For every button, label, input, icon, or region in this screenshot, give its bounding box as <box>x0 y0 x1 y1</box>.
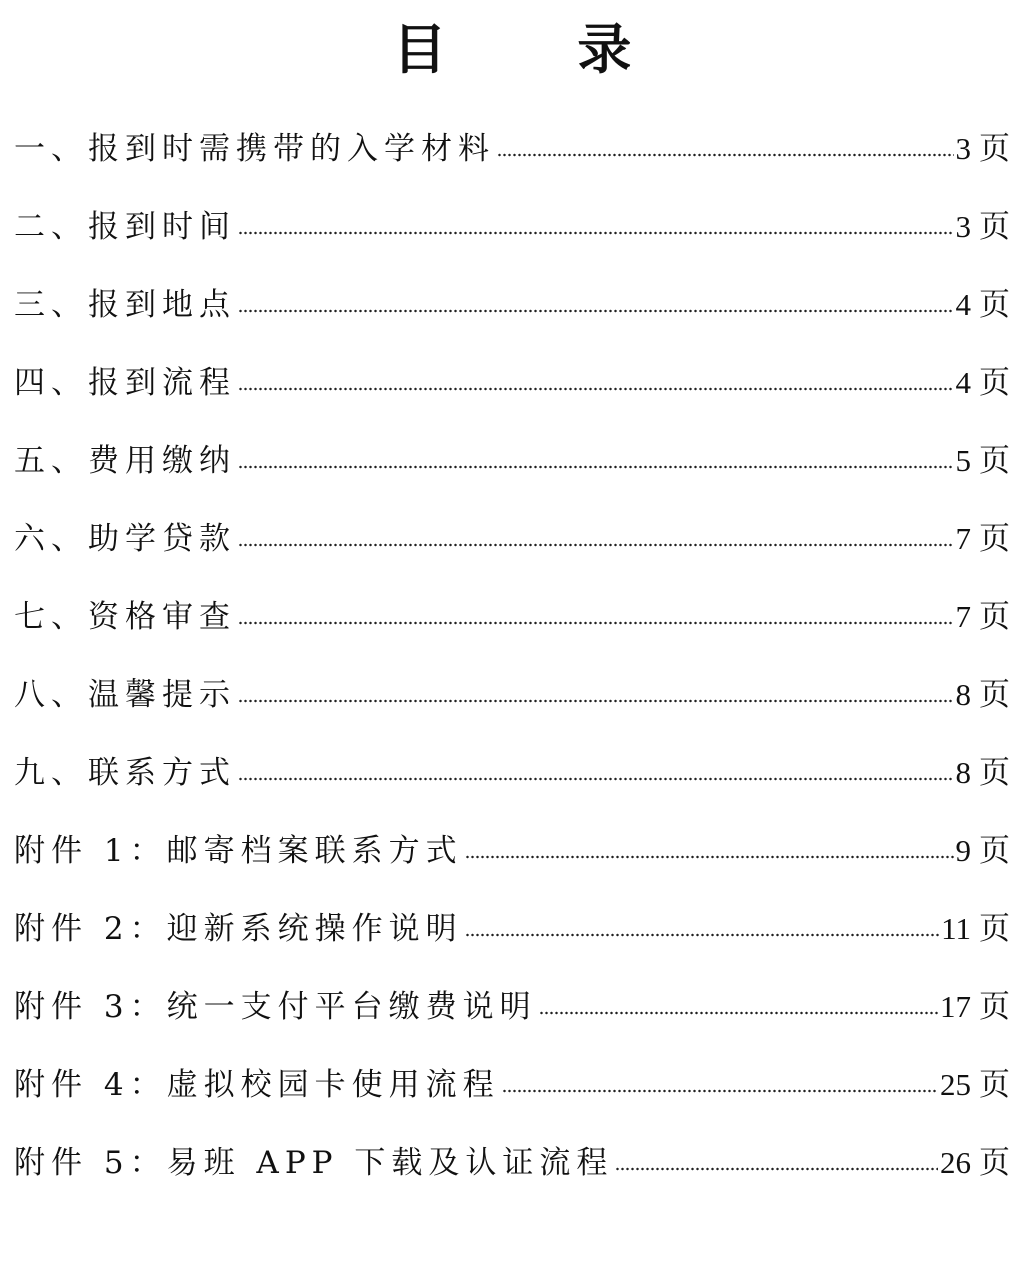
page-word: 页 <box>979 287 1010 323</box>
dot-leader <box>497 153 954 157</box>
page-number: 9 <box>955 833 971 868</box>
page-number: 17 <box>940 989 971 1024</box>
page-number: 8 <box>955 677 971 712</box>
page-word: 页 <box>979 755 1010 791</box>
toc-entry[interactable] <box>14 656 1010 734</box>
page-word: 页 <box>979 365 1010 401</box>
dot-leader <box>238 543 954 547</box>
toc-entry-page <box>941 890 1010 968</box>
toc-entry[interactable] <box>14 734 1010 812</box>
toc-entry[interactable] <box>14 812 1010 890</box>
toc-entry[interactable] <box>14 422 1010 500</box>
toc-entry-label: 三、报到地点 <box>14 287 236 323</box>
toc-entry-label: 四、报到流程 <box>14 365 236 401</box>
toc-entry-label: 一、报到时需携带的入学材料 <box>14 131 495 167</box>
toc-entry-page <box>956 344 1011 422</box>
dot-leader <box>238 465 954 469</box>
toc-entry-page <box>956 266 1011 344</box>
toc-entry-page <box>956 110 1011 188</box>
page-word: 页 <box>979 677 1010 713</box>
dot-leader <box>238 777 954 781</box>
dot-leader <box>539 1011 938 1015</box>
page-word: 页 <box>979 209 1010 245</box>
toc-entry-label: 八、温馨提示 <box>14 677 236 713</box>
page-word: 页 <box>979 833 1010 869</box>
dot-leader <box>238 621 954 625</box>
page-number: 8 <box>955 755 971 790</box>
toc-entry[interactable] <box>14 1124 1010 1202</box>
toc-entry[interactable] <box>14 344 1010 422</box>
toc-entry-page <box>956 422 1011 500</box>
page-word: 页 <box>979 989 1010 1025</box>
toc-entry-label: 附件 4：虚拟校园卡使用流程 <box>14 1067 500 1103</box>
toc-entry-page <box>956 812 1011 890</box>
toc-entry-page <box>956 734 1011 812</box>
page-word: 页 <box>979 911 1010 947</box>
toc-entry[interactable] <box>14 500 1010 578</box>
page-word: 页 <box>979 1067 1010 1103</box>
page-number: 25 <box>940 1067 971 1102</box>
toc-entry-page <box>956 578 1011 656</box>
toc-entry[interactable] <box>14 1046 1010 1124</box>
page-number: 11 <box>941 911 971 946</box>
page-word: 页 <box>979 521 1010 557</box>
toc-entry-label: 附件 5：易班 APP 下载及认证流程 <box>14 1145 614 1181</box>
toc-entry-page <box>940 1124 1010 1202</box>
toc-entry-page <box>940 1046 1010 1124</box>
toc-entry-label: 附件 2：迎新系统操作说明 <box>14 911 463 947</box>
page-word: 页 <box>979 131 1010 167</box>
page-number: 3 <box>955 131 971 166</box>
dot-leader <box>238 309 954 313</box>
page-number: 7 <box>955 521 971 556</box>
dot-leader <box>238 231 954 235</box>
dot-leader <box>502 1089 938 1093</box>
toc-entry-label: 二、报到时间 <box>14 209 236 245</box>
dot-leader <box>465 855 954 859</box>
toc-entry-label: 六、助学贷款 <box>14 521 236 557</box>
page-title: 目 录 <box>392 18 688 81</box>
page-number: 26 <box>940 1145 971 1180</box>
toc-entry-page <box>956 500 1011 578</box>
page-number: 5 <box>955 443 971 478</box>
page-word: 页 <box>979 599 1010 635</box>
toc-entry[interactable] <box>14 266 1010 344</box>
toc-entry-label: 附件 3：统一支付平台缴费说明 <box>14 989 537 1025</box>
dot-leader <box>238 387 954 391</box>
page-number: 3 <box>955 209 971 244</box>
dot-leader <box>615 1167 938 1171</box>
toc-entry[interactable] <box>14 890 1010 968</box>
table-of-contents <box>14 110 1010 1202</box>
toc-entry-label: 九、联系方式 <box>14 755 236 791</box>
toc-entry-page <box>956 656 1011 734</box>
toc-entry[interactable] <box>14 188 1010 266</box>
toc-entry-page <box>940 968 1010 1046</box>
toc-entry[interactable] <box>14 110 1010 188</box>
toc-entry[interactable] <box>14 578 1010 656</box>
page-number: 7 <box>955 599 971 634</box>
dot-leader <box>238 699 954 703</box>
toc-entry[interactable] <box>14 968 1010 1046</box>
page-number: 4 <box>955 287 971 322</box>
toc-entry-label: 附件 1：邮寄档案联系方式 <box>14 833 463 869</box>
page-number: 4 <box>955 365 971 400</box>
page-word: 页 <box>979 1145 1010 1181</box>
toc-entry-page <box>956 188 1011 266</box>
dot-leader <box>465 933 940 937</box>
page-word: 页 <box>979 443 1010 479</box>
toc-entry-label: 七、资格审查 <box>14 599 236 635</box>
toc-entry-label: 五、费用缴纳 <box>14 443 236 479</box>
